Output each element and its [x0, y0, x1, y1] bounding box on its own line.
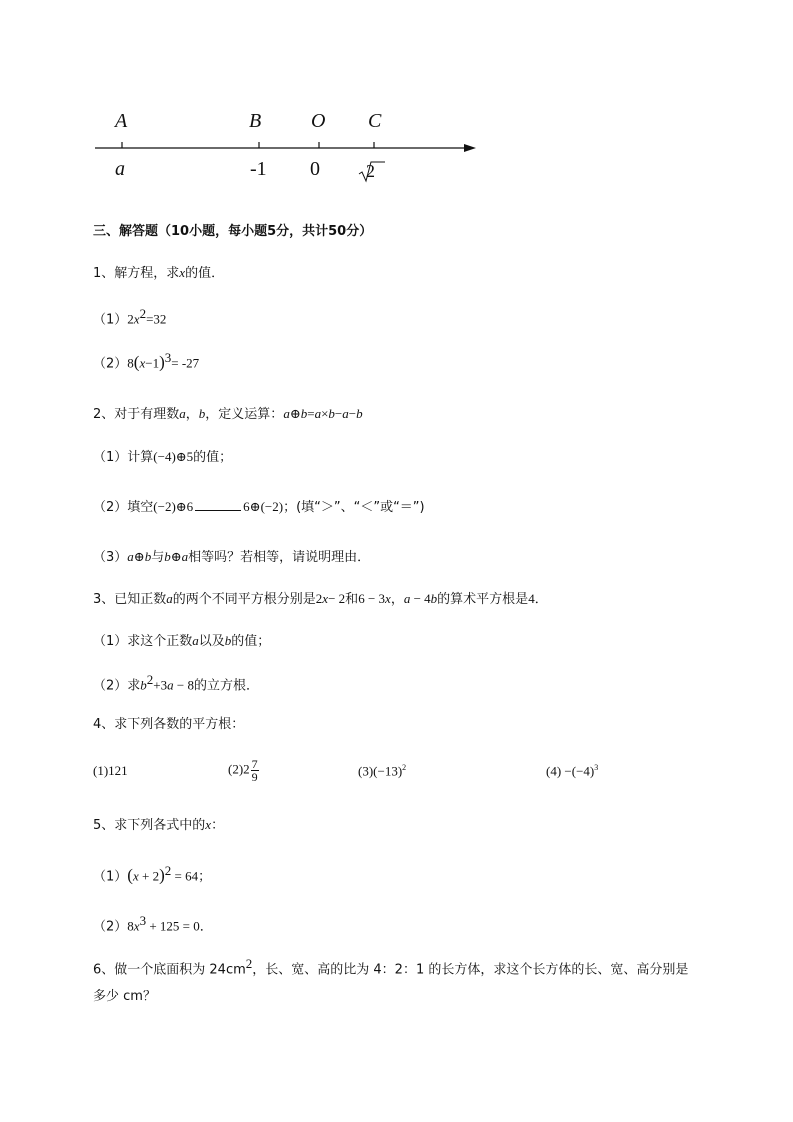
q3-part1: （1）求这个正数a以及b的值； [93, 633, 271, 649]
q2-part1: （1）计算(−4)⊕5的值； [93, 449, 233, 465]
q5-part1: $(1)(x + 2)^2 = 64$； [93, 863, 212, 885]
point-value-b: -1 [250, 158, 267, 180]
q4-stem: 4、求下列各数的平方根： [93, 717, 245, 732]
number-line-figure [85, 105, 485, 190]
point-letter-c: C [368, 110, 382, 132]
q4-item1: (1)121 [93, 763, 128, 778]
q3-part2: （2）求$b^2+3a - 8$的立方根． [93, 672, 259, 694]
q4-item2: (2)2 $\frac{7}{9}$ [228, 757, 258, 784]
q5-part2: $(2)8x^3 + 125 = 0$． [93, 913, 213, 935]
number-line-arrow [464, 144, 476, 152]
point-value-c: 2 [366, 161, 375, 181]
q4-item4: $(4) -(-4)^3$ [546, 763, 599, 779]
point-value-o: 0 [310, 158, 320, 180]
point-letter-a: A [115, 110, 128, 132]
point-letter-b: B [249, 110, 262, 132]
q2-part3: （3）a⊕b与b⊕a相等吗？若相等，请说明理由． [93, 549, 371, 565]
point-letter-o: O [311, 110, 326, 132]
answer-blank[interactable] [195, 500, 241, 511]
q1-part1: $(1)2x^2=32$ [93, 306, 167, 328]
q5-stem: 5、求下列各式中的x： [93, 817, 225, 833]
q1-stem: 1、解方程，求x的值． [93, 265, 225, 281]
q1-part2: $(2)8(x-1)^3= -27$ [93, 350, 200, 372]
section-title: 三、解答题（10小题，每小题5分，共计50分） [93, 224, 373, 239]
q3-stem: 3、已知正数a的两个不同平方根分别是2x− 2和6 − 3x，a − 4b的算术平方根是4． [93, 591, 548, 607]
q4-item3: $(3)(-13)^2$ [358, 763, 407, 779]
point-value-a: a [115, 158, 125, 180]
q2-stem: 2、对于有理数a，b，定义运算：a⊕b=a×b−a−b [93, 406, 363, 422]
q2-part2: （2）填空(−2)⊕6 6⊕(−2)；(填“＞”、“＜”或“＝”) [93, 499, 425, 515]
q6-line1: 6、做一个底面积为 $24cm^2$，长、宽、高的比为 4：2：1 的长方体，求这个长方体的长、宽、高分别是 [93, 956, 689, 978]
q6-line2: 多少 cm？ [93, 989, 156, 1004]
